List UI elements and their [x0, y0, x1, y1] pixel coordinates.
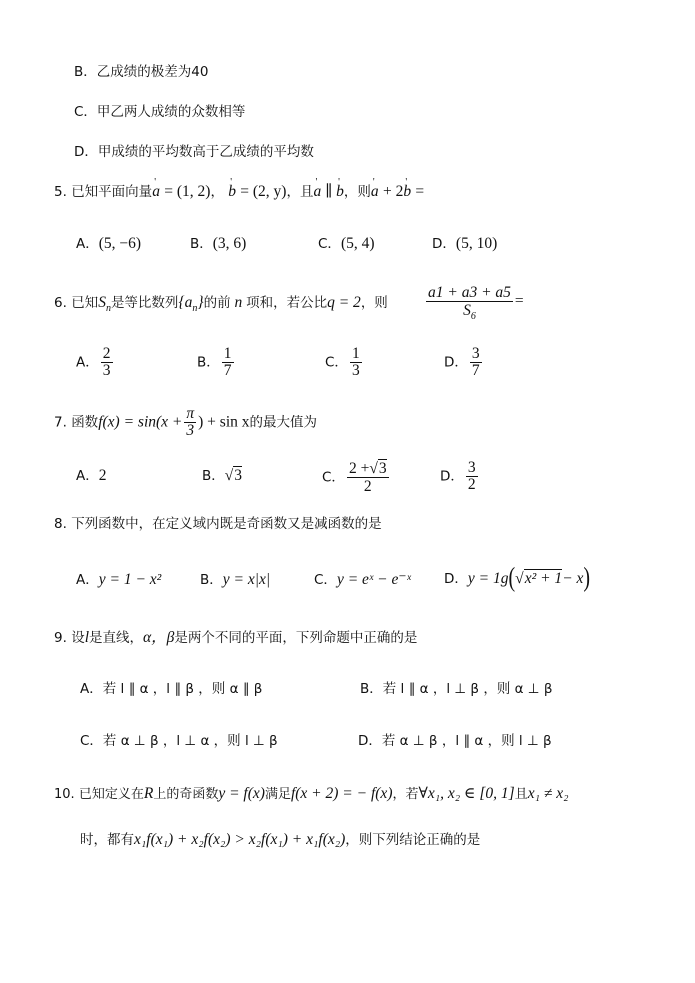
q8-number: 8. — [54, 516, 67, 532]
q7-c-num-a: 2 + — [348, 460, 370, 477]
q6-fraction-den: $S_6$ — [463, 302, 476, 323]
q7-option-d — [440, 460, 480, 493]
q5-option-b-label: B． — [190, 236, 213, 252]
q5-text-3: ，则 — [343, 184, 371, 200]
q10-text-3: 满足 — [264, 787, 291, 802]
q9-planes: α，β — [143, 629, 175, 646]
q10-f2: f(x + 2) = − f(x) — [290, 785, 393, 802]
q6-fraction-expr — [426, 284, 513, 323]
q10-f5: x₁f(x₁) + x₂f(x₂) > x₂f(x₁) + x₁f(x₂) — [134, 831, 346, 848]
q8-option-b-value: y = x|x| — [222, 571, 271, 588]
q5-expr: + 2 — [382, 183, 404, 200]
q5-option-c-label: C． — [318, 236, 341, 252]
q8-option-d-label: D． — [444, 571, 468, 587]
q7-option-a-value: 2 — [98, 467, 107, 484]
q6-a-num: 2 — [102, 345, 111, 362]
q7-option-b: B．√3 — [202, 467, 243, 484]
q7-option-c: C． $\frac{2 +√3}{2}$ — [322, 460, 387, 495]
q7-number: 7. — [54, 414, 67, 431]
q7-c-num-b: 3 — [378, 460, 387, 477]
q10-text-6: 时，都有 — [80, 832, 134, 848]
q10-R: R — [143, 785, 154, 802]
q6-text-1: 已知 — [71, 295, 99, 311]
q10-f4: x₁ ≠ x₂ — [527, 785, 569, 802]
q7-text-2: 的最大值为 — [249, 414, 318, 431]
q9-text-1: 设 — [71, 630, 85, 646]
q5-option-d — [432, 234, 497, 254]
q6-number: 6. — [54, 295, 67, 311]
q8-option-d: D．y = 1g(√x² + 1− x) — [444, 563, 591, 593]
q9-text-3: 是两个不同的平面，下列命题中正确的是 — [174, 630, 418, 646]
q8-option-c — [314, 570, 411, 590]
q10-number: 10. — [54, 787, 75, 802]
q6-d-den: 7 — [471, 362, 480, 379]
q8-text: 下列函数中，在定义域内既是奇函数又是减函数的是 — [71, 516, 382, 532]
q6-stem — [54, 293, 388, 313]
q8-option-b-label: B． — [200, 572, 223, 588]
q9-text-2: 是直线， — [89, 630, 143, 646]
q6-option-d — [444, 346, 484, 379]
q8-option-d-value-c: − x — [562, 570, 584, 587]
q9-number: 9. — [54, 630, 67, 646]
q7-function: f(x) = sin(x + — [98, 413, 183, 431]
q9-option-b: B．若 l ∥ α ，l ⊥ β ，则 α ⊥ β — [360, 681, 553, 697]
q5-option-b — [190, 234, 246, 254]
q7-pi: π — [186, 405, 195, 422]
q7-text-1: 函数 — [71, 414, 99, 431]
q4-option-c: C．甲乙两人成绩的众数相等 — [74, 104, 246, 120]
q6-text-4: 项和，若公比 — [246, 295, 328, 311]
q8-option-c-label: C． — [314, 572, 337, 588]
q5-number: 5. — [54, 184, 67, 200]
q5-option-a-label: A． — [76, 236, 99, 252]
q7-option-a-label: A． — [76, 468, 99, 484]
q6-fraction-num: a1 + a3 + a5 — [428, 284, 511, 301]
q6-option-b — [197, 346, 236, 379]
q5-text-1: 已知平面向量 — [71, 184, 153, 200]
q7-option-a — [76, 466, 107, 486]
q6-a-den: 3 — [102, 362, 111, 379]
q6-b-den: 7 — [223, 362, 232, 379]
q4-option-b: B．乙成绩的极差为40 — [74, 64, 209, 80]
q6-b-num: 1 — [223, 345, 232, 362]
q9-line-l: l — [84, 629, 89, 646]
q6-text-5: ，则 — [360, 295, 388, 311]
q7-rest: ) + sin x — [198, 413, 250, 431]
q9-stem — [54, 628, 417, 648]
q7-c-den: 2 — [363, 478, 372, 495]
q10-f1: y = f(x) — [218, 785, 265, 802]
q5-a-value: = (1, 2) — [164, 183, 211, 200]
q6-d-num: 3 — [471, 345, 480, 362]
q8-option-d-value-b: x² + 1 — [524, 570, 563, 587]
q10-text-5: 且 — [514, 787, 528, 802]
q6-option-a — [76, 346, 115, 379]
vector-a-2: ' a — [313, 182, 321, 202]
q7-three: 3 — [186, 422, 195, 439]
q6-c-num: 1 — [351, 345, 360, 362]
q5-stem: 5. 已知平面向量' a = (1, 2)， ' b = (2, y)，且' a ∥ ' b，则' a + 2' b = — [54, 182, 424, 202]
q8-option-b — [200, 570, 270, 590]
vector-b-2: ' b — [336, 182, 344, 202]
q7-option-c-label: C． — [322, 469, 345, 486]
vector-a: ' a — [152, 182, 160, 202]
q6-option-b-label: B． — [197, 354, 220, 371]
q10-stem — [54, 784, 569, 805]
q10-text-4: ，若 — [392, 787, 419, 802]
vector-b-3: ' b — [403, 182, 411, 202]
q10-text-1: 已知定义在 — [78, 787, 144, 802]
q5-option-c-value: (5, 4) — [340, 235, 375, 252]
q9-option-c: C．若 α ⊥ β ，l ⊥ α ，则 l ⊥ β — [80, 733, 278, 749]
vector-b: ' b — [228, 182, 236, 202]
q6-ratio: q = 2 — [327, 294, 361, 311]
q8-option-a-label: A． — [76, 572, 99, 588]
q6-option-c-label: C． — [325, 354, 348, 371]
q8-stem — [54, 514, 382, 534]
q5-option-d-value: (5, 10) — [455, 235, 498, 252]
q6-option-a-label: A． — [76, 354, 99, 371]
q6-text-2: 是等比数列 — [110, 295, 179, 311]
sequence-a-n: $\{a_n\}$ — [178, 294, 204, 315]
q6-c-den: 3 — [351, 362, 360, 379]
q5-option-d-label: D． — [432, 236, 456, 252]
q5-eq: = — [415, 183, 425, 200]
q8-option-c-value: y = eˣ − e⁻ˣ — [336, 571, 411, 588]
q10-stem-2 — [80, 830, 480, 850]
q6-option-d-label: D． — [444, 354, 468, 371]
q7-option-d-label: D． — [440, 468, 464, 485]
q9-option-a: A．若 l ∥ α ，l ∥ β ，则 α ∥ β — [80, 681, 263, 697]
q10-text-2: 上的奇函数 — [153, 787, 219, 802]
q7-option-b-value: 3 — [234, 467, 243, 484]
q6-text-3: 的前 — [203, 295, 231, 311]
q5-option-a — [76, 234, 141, 254]
q4-option-d: D．甲成绩的平均数高于乙成绩的平均数 — [74, 144, 314, 160]
q7-d-den: 2 — [467, 476, 476, 493]
q9-option-d: D．若 α ⊥ β ，l ∥ α ，则 l ⊥ β — [358, 733, 552, 749]
q6-eq: = — [514, 292, 524, 310]
n-var: n — [230, 294, 247, 311]
q10-f3: ∀x₁, x₂ ∈ [0, 1] — [418, 785, 515, 802]
q5-b-value: = (2, y) — [240, 183, 287, 200]
q8-option-a-value: y = 1 − x² — [98, 571, 162, 588]
q6-option-c — [325, 346, 364, 379]
q10-text-7: ，则下列结论正确的是 — [345, 832, 481, 848]
q5-text-2: ，且 — [286, 184, 314, 200]
q6-fraction — [424, 284, 524, 323]
q7-option-b-label: B． — [202, 468, 225, 484]
q5-option-c — [318, 234, 375, 254]
q5-option-a-value: (5, −6) — [98, 235, 142, 252]
s-n: $S_n$ — [98, 294, 111, 315]
q5-option-b-value: (3, 6) — [212, 235, 247, 252]
q8-option-a — [76, 570, 161, 590]
q7-d-num: 3 — [467, 459, 476, 476]
vector-a-3: ' a — [371, 182, 379, 202]
q7-stem — [54, 406, 317, 439]
q8-option-d-value-a: y = 1g — [467, 570, 509, 587]
